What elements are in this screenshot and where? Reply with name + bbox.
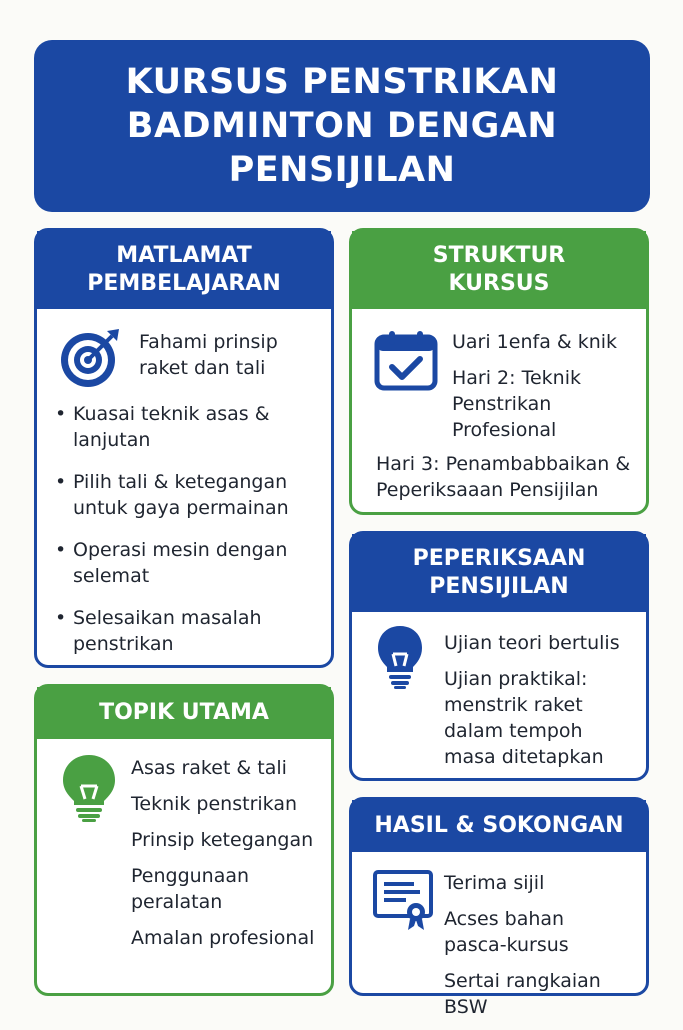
structure-card <box>349 228 649 515</box>
outcome-card <box>349 797 649 1018</box>
list-item: Teknik penstrikan <box>131 793 298 815</box>
structure-heading: STRUKTUR KURSUS <box>352 231 646 309</box>
exam-heading: PEPERIKSAAN PENSIJILAN <box>352 534 646 612</box>
list-item: Ujian teori bertulis <box>444 632 620 654</box>
list-item: • Selesaikan masalah penstrikan <box>53 605 318 657</box>
topics-card <box>34 684 334 996</box>
list-item: Amalan profesional <box>131 927 315 949</box>
objectives-card <box>34 228 334 668</box>
objectives-intro: Fahami prinsip raket dan tali <box>139 331 278 379</box>
outcome-heading: HASIL & SOKONGAN <box>352 800 646 852</box>
list-item: • Pilih tali & ketegangan untuk gaya permainan <box>53 469 318 521</box>
exam-list <box>444 630 640 780</box>
list-item: Acses bahan pasca-kursus <box>444 908 569 956</box>
exam-card <box>349 531 649 781</box>
topics-list <box>131 755 321 961</box>
calendar-check-icon <box>374 329 438 391</box>
structure-list <box>452 329 642 453</box>
list-item: Terima sijil <box>444 872 545 894</box>
list-item: Uari 1enfa & knik <box>452 331 618 353</box>
target-icon <box>57 325 123 391</box>
topics-heading: TOPIK UTAMA <box>37 687 331 739</box>
list-item: Hari 2: Teknik Penstrikan Profesional <box>452 367 581 441</box>
outcome-list <box>444 870 649 1030</box>
lightbulb-icon <box>376 624 424 690</box>
page-title: KURSUS PENSTRIKAN BADMINTON DENGAN PENSIJILAN <box>125 62 559 190</box>
list-item: Sertai rangkaian BSW <box>444 970 601 1018</box>
list-item: Asas raket & tali <box>131 757 287 779</box>
title-banner <box>34 40 650 212</box>
certificate-icon <box>372 868 436 932</box>
objectives-heading: MATLAMAT PEMBELAJARAN <box>37 231 331 309</box>
list-item: • Kuasai teknik asas & lanjutan <box>53 401 318 453</box>
lightbulb-icon <box>61 753 117 823</box>
list-item: Prinsip ketegangan <box>131 829 314 851</box>
list-item: • Operasi mesin dengan selemat <box>53 537 318 589</box>
list-item: Ujian praktikal: menstrik raket dalam tempoh masa ditetapkan <box>444 668 604 768</box>
list-item: Hari 3: Penambabbaikan & Peperiksaaan Pensijilan <box>376 453 631 501</box>
objectives-list <box>53 401 318 673</box>
list-item: Penggunaan peralatan <box>131 865 250 913</box>
